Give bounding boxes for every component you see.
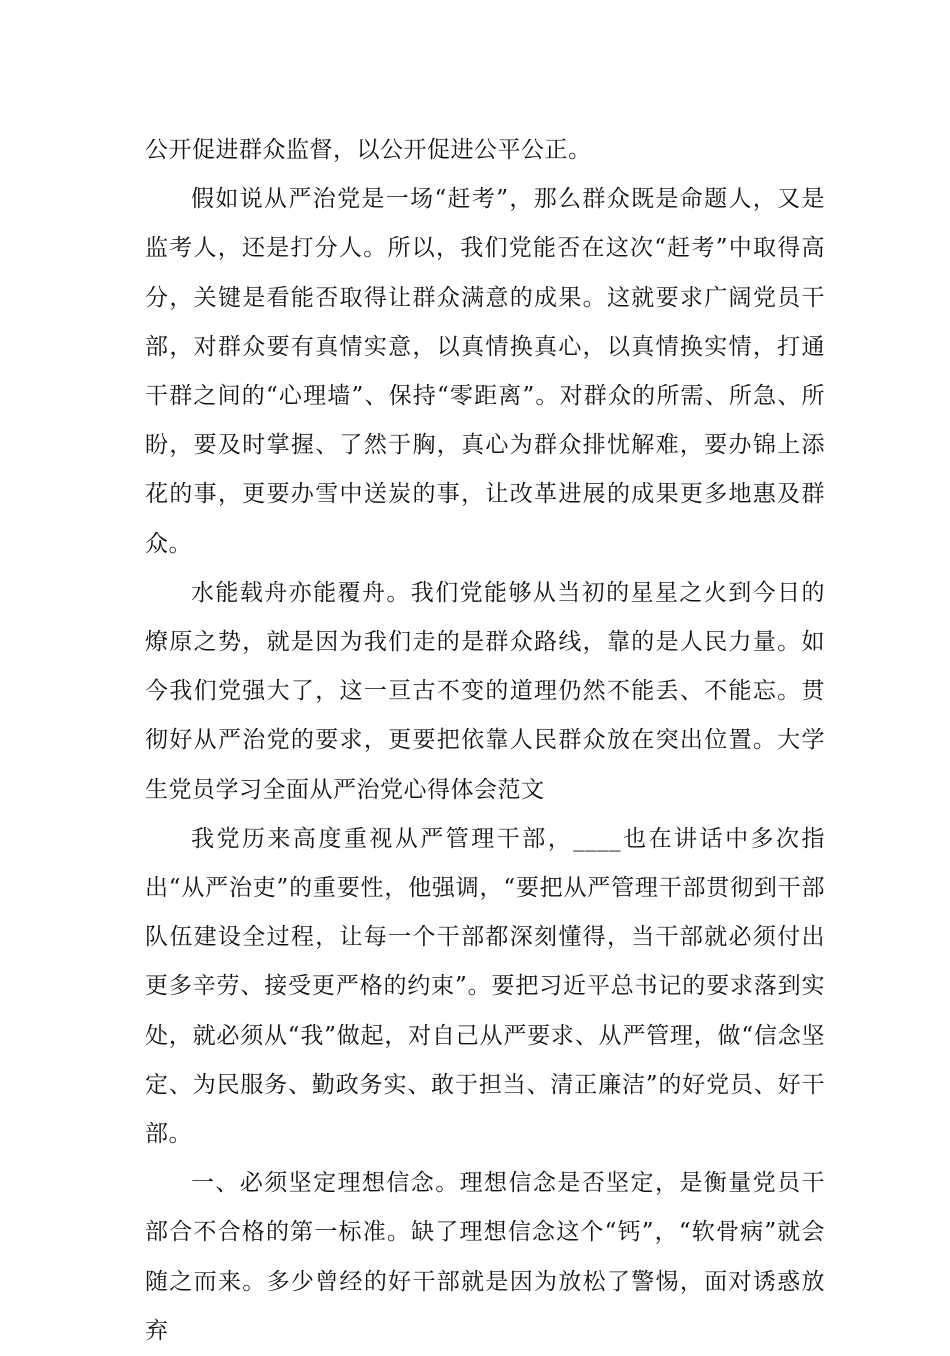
paragraph-1: 公开促进群众监督，以公开促进公平公正。 (145, 137, 592, 163)
document-body (145, 126, 825, 1356)
paragraph-2: 假如说从严治党是一场“赶考”，那么群众既是命题人，又是监考人，还是打分人。所以，我们党能否在这次“赶考”中取得高分，关键是看能否取得让群众满意的成果。这就要求广阔党员干部，对群众要有真情实意，以真情换真心，以真情换实情，打通干群之间的“心理墙”、保持“零距离”。对群众的所需、所急、所盼，要及时掌握、了然于胸，真心为群众排忧解难，要办锦上添花的事，更要办雪中送炭的事，让改革进展的成果更多地惠及群众。 (145, 186, 825, 557)
paragraph-4: 我党历来高度重视从严管理干部，____也在讲话中多次指出“从严治吏”的重要性，他强调，“要把从严管理干部贯彻到干部队伍建设全过程，让每一个干部都深刻懂得，当干部就必须付出更多辛劳、接受更严格的约束”。要把习近平总书记的要求落到实处，就必须从“我”做起，对自己从严要求、从严管理，做“信念坚定、为民服务、勤政务实、敢于担当、清正廉洁”的好党员、好干部。 (145, 825, 825, 1148)
paragraph-5: 一、必须坚定理想信念。理想信念是否坚定，是衡量党员干部合不合格的第一标准。缺了理想信念这个“钙”，“软骨病”就会随之而来。多少曾经的好干部就是因为放松了警惕，面对诱惑放弃 (145, 1170, 825, 1344)
paragraph-3: 水能载舟亦能覆舟。我们党能够从当初的星星之火到今日的燎原之势，就是因为我们走的是群众路线，靠的是人民力量。如今我们党强大了，这一亘古不变的道理仍然不能丢、不能忘。贯彻好从严治党的要求，更要把依靠人民群众放在突出位置。大学生党员学习全面从严治党心得体会范文 (145, 579, 825, 803)
